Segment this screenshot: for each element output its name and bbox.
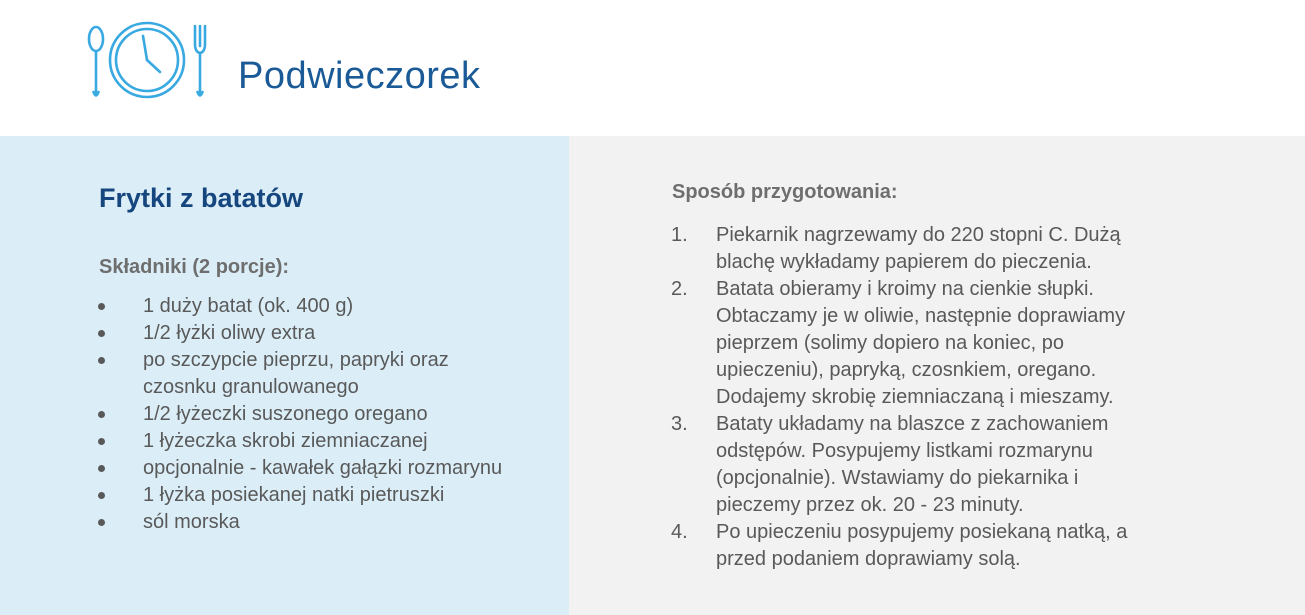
bullet-icon (98, 411, 105, 418)
ingredient-item (0, 509, 569, 536)
ingredient-text: sól morska (143, 511, 240, 533)
step-text: Piekarnik nagrzewamy do 220 stopni C. Dużą blachę wykładamy papierem do pieczenia. (716, 224, 1121, 273)
step-number: 4. (671, 521, 688, 543)
plate-clock-cutlery-icon (84, 20, 210, 100)
bullet-icon (98, 465, 105, 472)
ingredient-text: 1 duży batat (ok. 400 g) (143, 295, 354, 317)
bullet-icon (98, 492, 105, 499)
ingredient-item (0, 482, 569, 509)
ingredient-item (0, 401, 569, 428)
header (0, 0, 1305, 136)
step-item (569, 276, 1305, 411)
ingredient-text: 1 łyżeczka skrobi ziemniaczanej (143, 430, 428, 452)
bullet-icon (98, 330, 105, 337)
ingredient-text: po szczypcie pieprzu, papryki oraz czosnku granulowanego (143, 349, 449, 398)
ingredient-text: opcjonalnie - kawałek gałązki rozmarynu (143, 457, 503, 479)
ingredient-item (0, 320, 569, 347)
step-item (569, 222, 1305, 276)
step-text: Bataty układamy na blaszce z zachowaniem odstępów. Posypujemy listkami rozmarynu (opcjonalnie). Wstawiamy do piekarnika i pieczemy przez ok. 20 - 23 minuty. (716, 413, 1109, 516)
bullet-icon (98, 519, 105, 526)
step-item (569, 411, 1305, 519)
recipe-title: Frytki z batatów (99, 183, 304, 213)
bullet-icon (98, 438, 105, 445)
step-text: Batata obieramy i kroimy na cienkie słupki. Obtaczamy je w oliwie, następnie doprawiamy pieprzem (solimy dopiero na koniec, po upieczeniu), papryką, czosnkiem, oregano. Dodajemy skrobię ziemniaczaną i mieszamy. (716, 278, 1126, 408)
step-text: Po upieczeniu posypujemy posiekaną natką, a przed podaniem doprawiamy solą. (716, 521, 1128, 570)
step-number: 2. (671, 278, 688, 300)
step-item (569, 519, 1305, 573)
ingredient-text: 1 łyżka posiekanej natki pietruszki (143, 484, 445, 506)
ingredient-item (0, 293, 569, 320)
ingredient-text: 1/2 łyżki oliwy extra (143, 322, 316, 344)
step-number: 3. (671, 413, 688, 435)
ingredients-list (0, 293, 569, 536)
step-number: 1. (671, 224, 688, 246)
ingredient-item (0, 347, 569, 401)
ingredient-item (0, 428, 569, 455)
ingredient-text: 1/2 łyżeczki suszonego oregano (143, 403, 428, 425)
page-title: Podwieczorek (238, 55, 481, 97)
bullet-icon (98, 303, 105, 310)
ingredient-item (0, 455, 569, 482)
method-heading: Sposób przygotowania: (672, 181, 898, 203)
steps-list (569, 222, 1305, 573)
ingredients-heading: Składniki (2 porcje): (99, 256, 290, 278)
bullet-icon (98, 357, 105, 364)
